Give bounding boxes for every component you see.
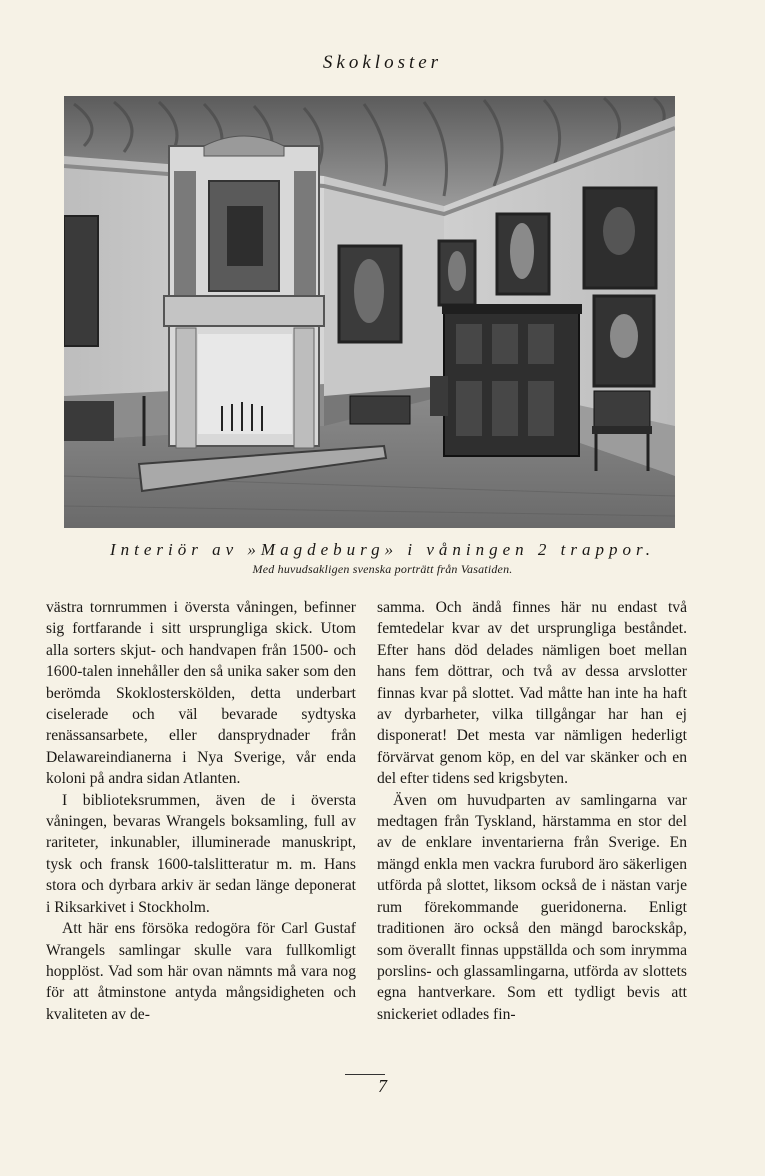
folio-rule (345, 1074, 385, 1075)
text-column-right (377, 597, 687, 1025)
interior-photograph-drawing (64, 96, 675, 528)
paragraph: Även om huvudparten av samlingarna var medtagen från Tyskland, härstamma en stor del av de enklare inventarierna från Sverige. En mängd enkla men vackra furubord äro säkerligen utförda på slottet, liksom också de i nästan varje rum förekommande gueridonerna. Enligt traditionen äro också den mängd barockskåp, som överallt finnas uppställda och som inrymma porslins- och glassamlingarna, utförda av slottets egna hantverkare. Som ett tydligt bevis att snickeriet odlades fin- (377, 791, 687, 1023)
page-number: 7 (378, 1076, 387, 1096)
interior-photograph (64, 96, 675, 528)
figure-subcaption: Med huvudsakligen svenska porträtt från Vasatiden. (252, 562, 513, 576)
paragraph: samma. Och ändå finnes här nu endast två femtedelar kvar av det ursprungliga beståndet. Efter hans död delades nämligen boet mellan hans fem döttrar, och två av dessa arvslotter finnas kvar på slottet. Vad måtte han inte ha haft av dyrbarheter, vilka tillgångar har han ej disponerat! Det mesta var nämligen hederligt förvärvat genom köp, en del var skänker och en del efter tidens sed krigsbyten. (377, 599, 687, 788)
figure-caption: Interiör av »Magdeburg» i våningen 2 trappor. (110, 540, 655, 559)
paragraph: Att här ens försöka redogöra för Carl Gustaf Wrangels samlingar skulle vara fullkomligt hopplöst. Vad som här ovan nämnts må vara nog för att åtminstone antyda mångsidigheten och kvaliteten av de- (46, 920, 356, 1023)
running-title: Skokloster (322, 52, 443, 73)
paragraph: västra tornrummen i översta våningen, befinner sig fortfarande i sitt ursprungliga skick. Utom alla sorters skjut- och handvapen från 1500- och 1600-talen innehåller den så unika saker som den berömda Skoklosterskölden, detta underbart ciselerade och väl bevarade sydtyska renässansarbete, eller dansprydnader från Delawareindianerna i Nya Sverige, vår enda koloni på andra sidan Atlanten. (46, 599, 356, 788)
paragraph: I biblioteksrummen, även de i översta våningen, bevaras Wrangels boksamling, full av rariteter, inkunabler, illuminerade manuskript, tysk och fransk 1600-talslitteratur m. m. Hans stora och dyrbara arkiv är sedan länge deponerat i Riksarkivet i Stockholm. (46, 791, 356, 916)
text-column-left (46, 597, 356, 1025)
